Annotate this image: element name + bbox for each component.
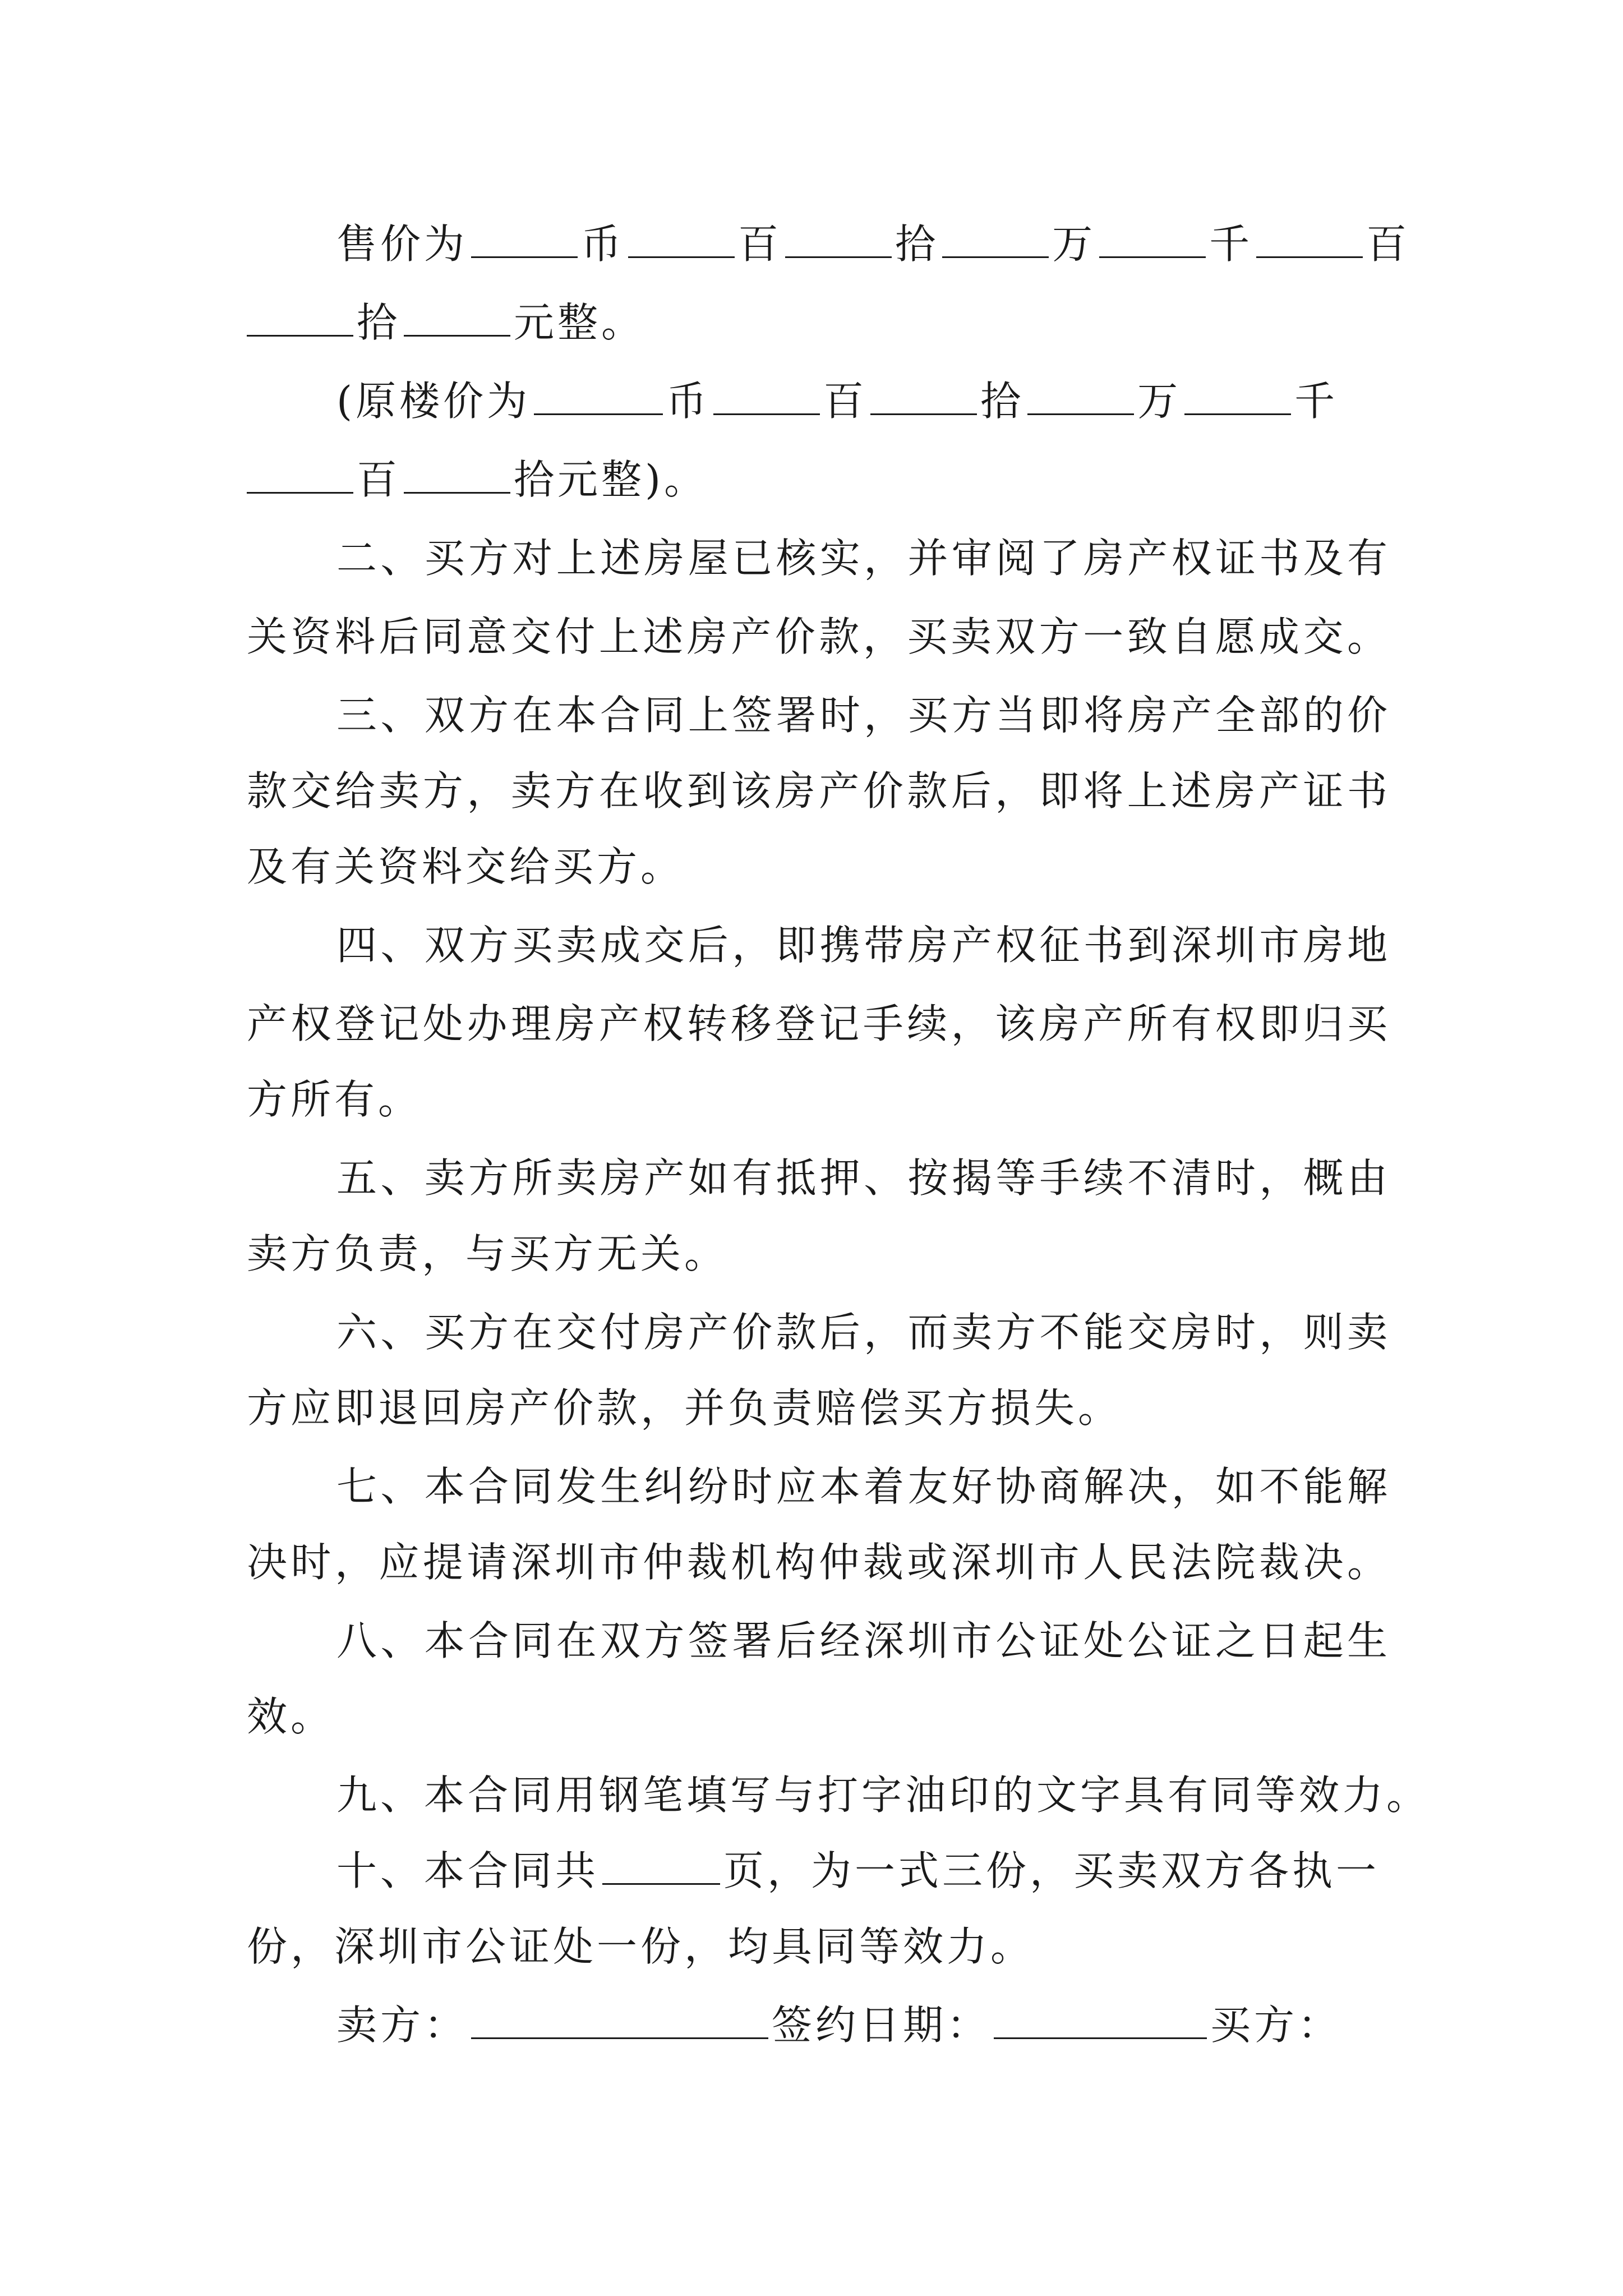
clause-3-line-1: 三、双方在本合同上签署时，买方当即将房产全部的价 (336, 692, 1391, 739)
blank-field[interactable] (404, 458, 510, 494)
clause-9-line-1: 九、本合同用钢笔填写与打字油印的文字具有同等效力。 (336, 1772, 1431, 1819)
clause-10-line-2: 份，深圳市公证处一份，均具同等效力。 (247, 1923, 1035, 1970)
unit-thousand: 千 (1209, 220, 1253, 268)
clause-5-line-2: 卖方负责，与买方无关。 (247, 1230, 728, 1277)
clause-2-line-2: 关资料后同意交付上述房产价款，买卖双方一致自愿成交。 (247, 613, 1391, 660)
buyer-label: 买方： (1210, 2001, 1342, 2049)
clause-4-line-3: 方所有。 (247, 1076, 422, 1123)
blank-field[interactable] (713, 380, 820, 415)
blank-field[interactable] (247, 458, 353, 494)
clause-10-text-b: 页，为一式三份，买卖双方各执一 (723, 1847, 1380, 1894)
unit-hundred: 百 (357, 456, 401, 503)
clause-7-line-2: 决时，应提请深圳市仲裁机构仲裁或深圳市人民法院裁决。 (247, 1539, 1391, 1586)
unit-ten-thousand: 万 (1137, 378, 1182, 425)
orig-price-line-2 (247, 449, 1391, 510)
blank-field[interactable] (471, 223, 578, 258)
unit-ten: 拾 (895, 220, 939, 268)
seller-label: 卖方： (336, 2001, 468, 2049)
clause-3-line-3: 及有关资料交给买方。 (247, 843, 685, 890)
clause-10-text-a: 十、本合同共 (336, 1847, 600, 1894)
clause-5-line-1: 五、卖方所卖房产如有抵押、按揭等手续不清时，概由 (336, 1154, 1391, 1202)
price-line-2 (247, 292, 1391, 353)
date-field[interactable] (994, 2004, 1207, 2039)
unit-yuan: 元整。 (514, 299, 645, 346)
unit-hundred: 百 (1366, 220, 1410, 268)
unit-currency: 币 (666, 378, 711, 425)
signature-line (336, 1994, 1391, 2056)
clause-4-line-1: 四、双方买卖成交后，即携带房产权征书到深圳市房地 (336, 922, 1391, 969)
clause-2-line-1: 二、买方对上述房屋已核实，并审阅了房产权证书及有 (336, 535, 1391, 582)
blank-field[interactable] (1256, 223, 1363, 258)
orig-price-prefix: (原楼价为 (336, 378, 531, 425)
price-prefix: 售价为 (336, 220, 468, 268)
blank-field[interactable] (785, 223, 892, 258)
clause-3-line-2: 款交给卖方，卖方在收到该房产价款后，即将上述房产证书 (247, 767, 1391, 815)
blank-field[interactable] (1184, 380, 1291, 415)
unit-ten-yuan: 拾元整)。 (514, 456, 708, 503)
blank-field[interactable] (1027, 380, 1134, 415)
clause-10-line-1 (336, 1840, 1391, 1902)
blank-field[interactable] (534, 380, 663, 415)
clause-6-line-2: 方应即退回房产价款，并负责赔偿买方损失。 (247, 1384, 1122, 1432)
date-label: 签约日期： (772, 2001, 991, 2049)
blank-field[interactable] (1099, 223, 1206, 258)
blank-field[interactable] (247, 301, 353, 337)
blank-field[interactable] (628, 223, 735, 258)
blank-field[interactable] (870, 380, 977, 415)
price-line-1 (336, 213, 1410, 275)
blank-field[interactable] (942, 223, 1049, 258)
clause-4-line-2: 产权登记处办理房产权转移登记手续，该房产所有权即归买 (247, 1000, 1391, 1047)
page-count-field[interactable] (602, 1849, 720, 1885)
unit-ten-thousand: 万 (1052, 220, 1096, 268)
unit-ten: 拾 (357, 299, 401, 346)
clause-8-line-2: 效。 (247, 1693, 335, 1740)
clause-7-line-1: 七、本合同发生纠纷时应本着友好协商解决，如不能解 (336, 1463, 1391, 1510)
blank-field[interactable] (404, 301, 510, 337)
unit-hundred: 百 (823, 378, 868, 425)
clause-8-line-1: 八、本合同在双方签署后经深圳市公证处公证之日起生 (336, 1617, 1391, 1664)
orig-price-line-1 (336, 370, 1481, 432)
unit-thousand: 千 (1294, 378, 1339, 425)
unit-currency: 币 (581, 220, 625, 268)
unit-ten: 拾 (980, 378, 1025, 425)
clause-6-line-1: 六、买方在交付房产价款后，而卖方不能交房时，则卖 (336, 1309, 1391, 1356)
unit-hundred: 百 (738, 220, 782, 268)
seller-field[interactable] (471, 2004, 768, 2039)
